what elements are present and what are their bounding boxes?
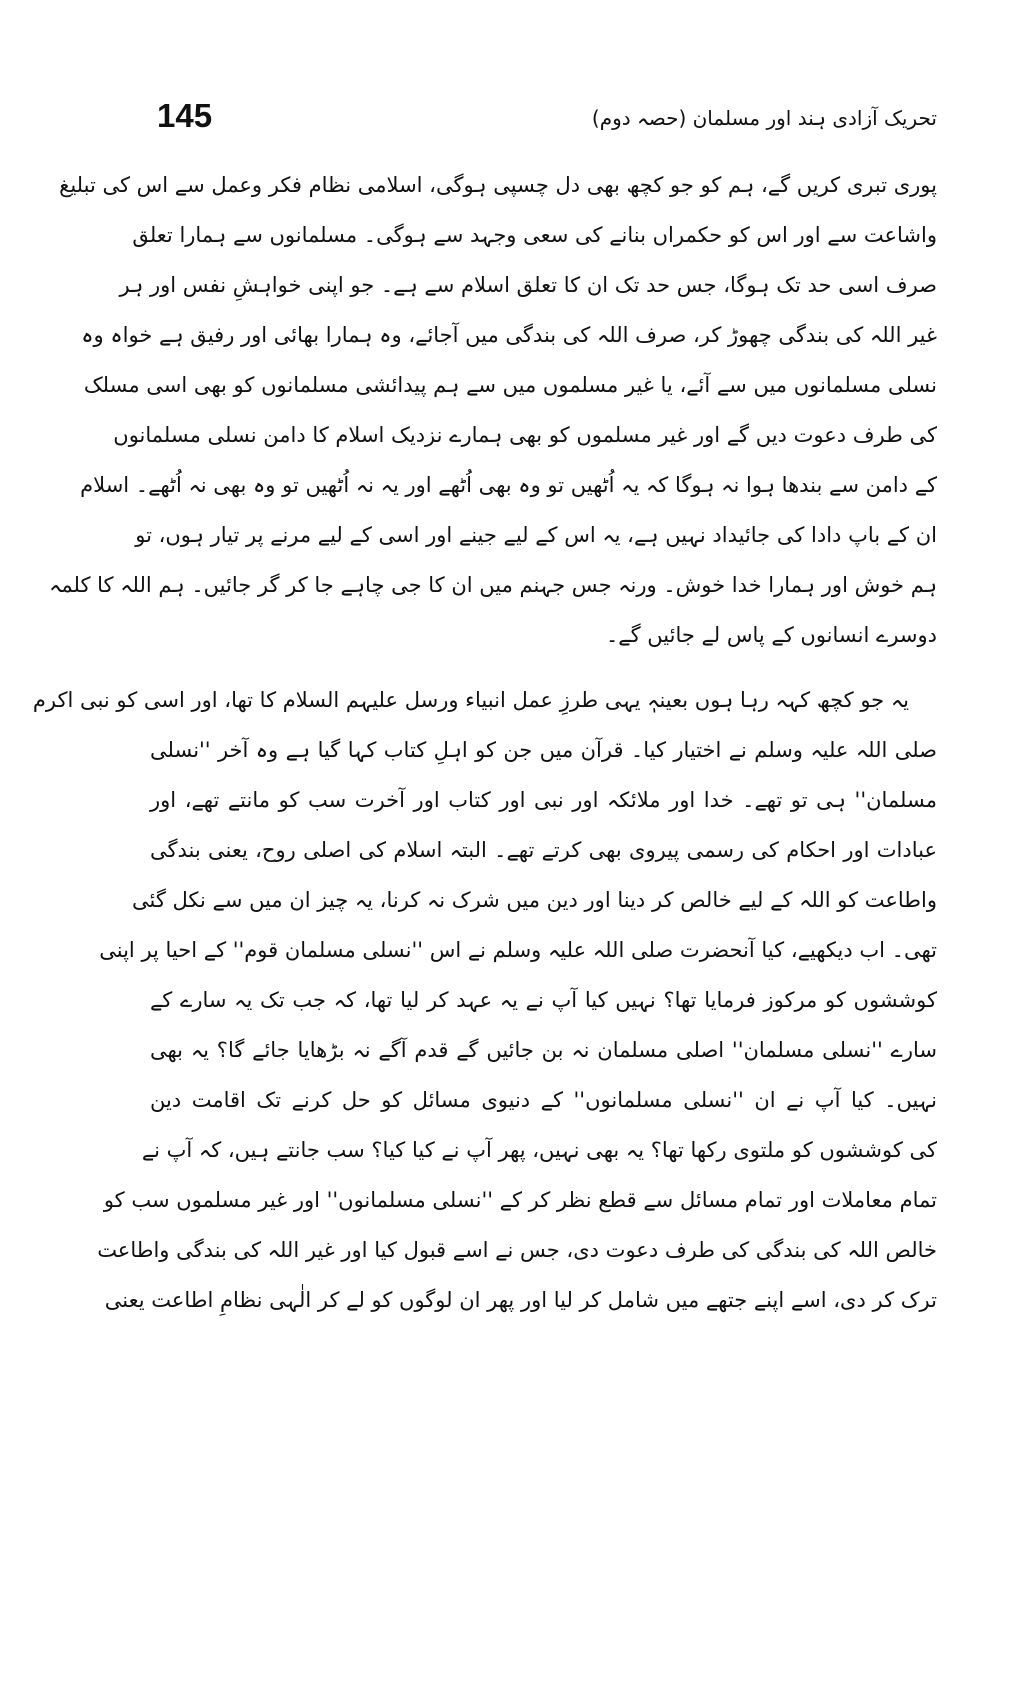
- text-line: مسلمان'' ہی تو تھے۔ خدا اور ملائکہ اور نبی اور کتاب اور آخرت سب کو مانتے تھے، اور: [150, 788, 937, 812]
- text-line: ترک کر دی، اسے اپنے جتھے میں شامل کر لیا اور پھر ان لوگوں کو لے کر الٰہی نظامِ اطاعت یعنی: [104, 1288, 937, 1312]
- text-line: کی طرف دعوت دیں گے اور غیر مسلموں کو بھی ہمارے نزدیک اسلام کا دامن نسلی مسلمانوں: [113, 423, 937, 447]
- text-line: یہ جو کچھ کہہ رہا ہوں بعینہٖ یہی طرزِ عمل انبیاء ورسل علیہم السلام کا تھا، اور اسی کو نبی اکرم: [32, 688, 909, 712]
- text-line: نہیں۔ کیا آپ نے ان ''نسلی مسلمانوں'' کے دنیوی مسائل کو حل کرنے تک اقامت دین: [150, 1088, 937, 1112]
- text-line: دوسرے انسانوں کے پاس لے جائیں گے۔: [606, 623, 937, 647]
- text-line: عبادات اور احکام کی رسمی پیروی بھی کرتے تھے۔ البتہ اسلام کی اصلی روح، یعنی بندگی: [150, 838, 937, 862]
- text-line: صرف اسی حد تک ہوگا، جس حد تک ان کا تعلق اسلام سے ہے۔ جو اپنی خواہشِ نفس اور ہر: [119, 273, 937, 297]
- text-line: پوری تبری کریں گے، ہم کو جو کچھ بھی دل چسپی ہوگی، اسلامی نظام فکر وعمل سے اس کی تبلیغ: [59, 173, 937, 197]
- text-line: واشاعت سے اور اس کو حکمراں بنانے کی سعی وجہد سے ہوگی۔ مسلمانوں سے ہمارا تعلق: [132, 223, 937, 247]
- text-line: کے دامن سے بندھا ہوا نہ ہوگا کہ یہ اُٹھیں تو وہ بھی اُٹھے اور یہ نہ اُٹھیں تو وہ بھی نہ اُٹھے۔ اسلام: [80, 473, 937, 497]
- text-line: غیر اللہ کی بندگی چھوڑ کر، صرف اللہ کی بندگی میں آجائے، وہ ہمارا بھائی اور رفیق ہے خواہ وہ: [81, 323, 937, 347]
- running-head-title: تحریک آزادی ہند اور مسلمان (حصہ دوم): [591, 106, 937, 130]
- text-line: نسلی مسلمانوں میں سے آئے، یا غیر مسلموں میں سے ہم پیدائشی مسلمانوں کو بھی اسی مسلک: [83, 373, 937, 397]
- text-line: ان کے باپ دادا کی جائیداد نہیں ہے، یہ اس کے لیے جینے اور اسی کے لیے مرنے پر تیار ہوں، تو: [135, 523, 937, 547]
- text-line: ہم خوش اور ہمارا خدا خوش۔ ورنہ جس جہنم میں ان کا جی چاہے جا کر گر جائیں۔ ہم اللہ کا کلمہ: [49, 573, 937, 597]
- text-line: سارے ''نسلی مسلمان'' اصلی مسلمان نہ بن جائیں گے قدم آگے نہ بڑھایا جائے گا؟ یہ بھی: [150, 1038, 937, 1062]
- text-line: تمام معاملات اور تمام مسائل سے قطع نظر کر کے ''نسلی مسلمانوں'' اور غیر مسلموں سب کو: [103, 1188, 937, 1212]
- page-number: 145: [157, 97, 213, 134]
- body-text: [32, 160, 937, 1620]
- text-line: کوششوں کو مرکوز فرمایا تھا؟ نہیں کیا آپ نے یہ عہد کر لیا تھا، کہ جب تک یہ سارے کے: [150, 988, 937, 1012]
- text-line: کی کوششوں کو ملتوی رکھا تھا؟ یہ بھی نہیں، پھر آپ نے کیا کیا؟ سب جانتے ہیں، کہ آپ نے: [141, 1138, 937, 1162]
- text-line: تھی۔ اب دیکھیے، کیا آنحضرت صلی اللہ علیہ وسلم نے اس ''نسلی مسلمان قوم'' کے احیا پر اپنی: [99, 938, 937, 962]
- text-line: واطاعت کو اللہ کے لیے خالص کر دینا اور دین میں شرک نہ کرنا، یہ چیز ان میں سے نکل گئی: [131, 888, 937, 912]
- text-line: صلی اللہ علیہ وسلم نے اختیار کیا۔ قرآن میں جن کو اہلِ کتاب کہا گیا ہے وہ آخر ''نسلی: [150, 738, 937, 762]
- text-line: خالص اللہ کی بندگی کی طرف دعوت دی، جس نے اسے قبول کیا اور غیر اللہ کی بندگی واطاعت: [97, 1238, 937, 1262]
